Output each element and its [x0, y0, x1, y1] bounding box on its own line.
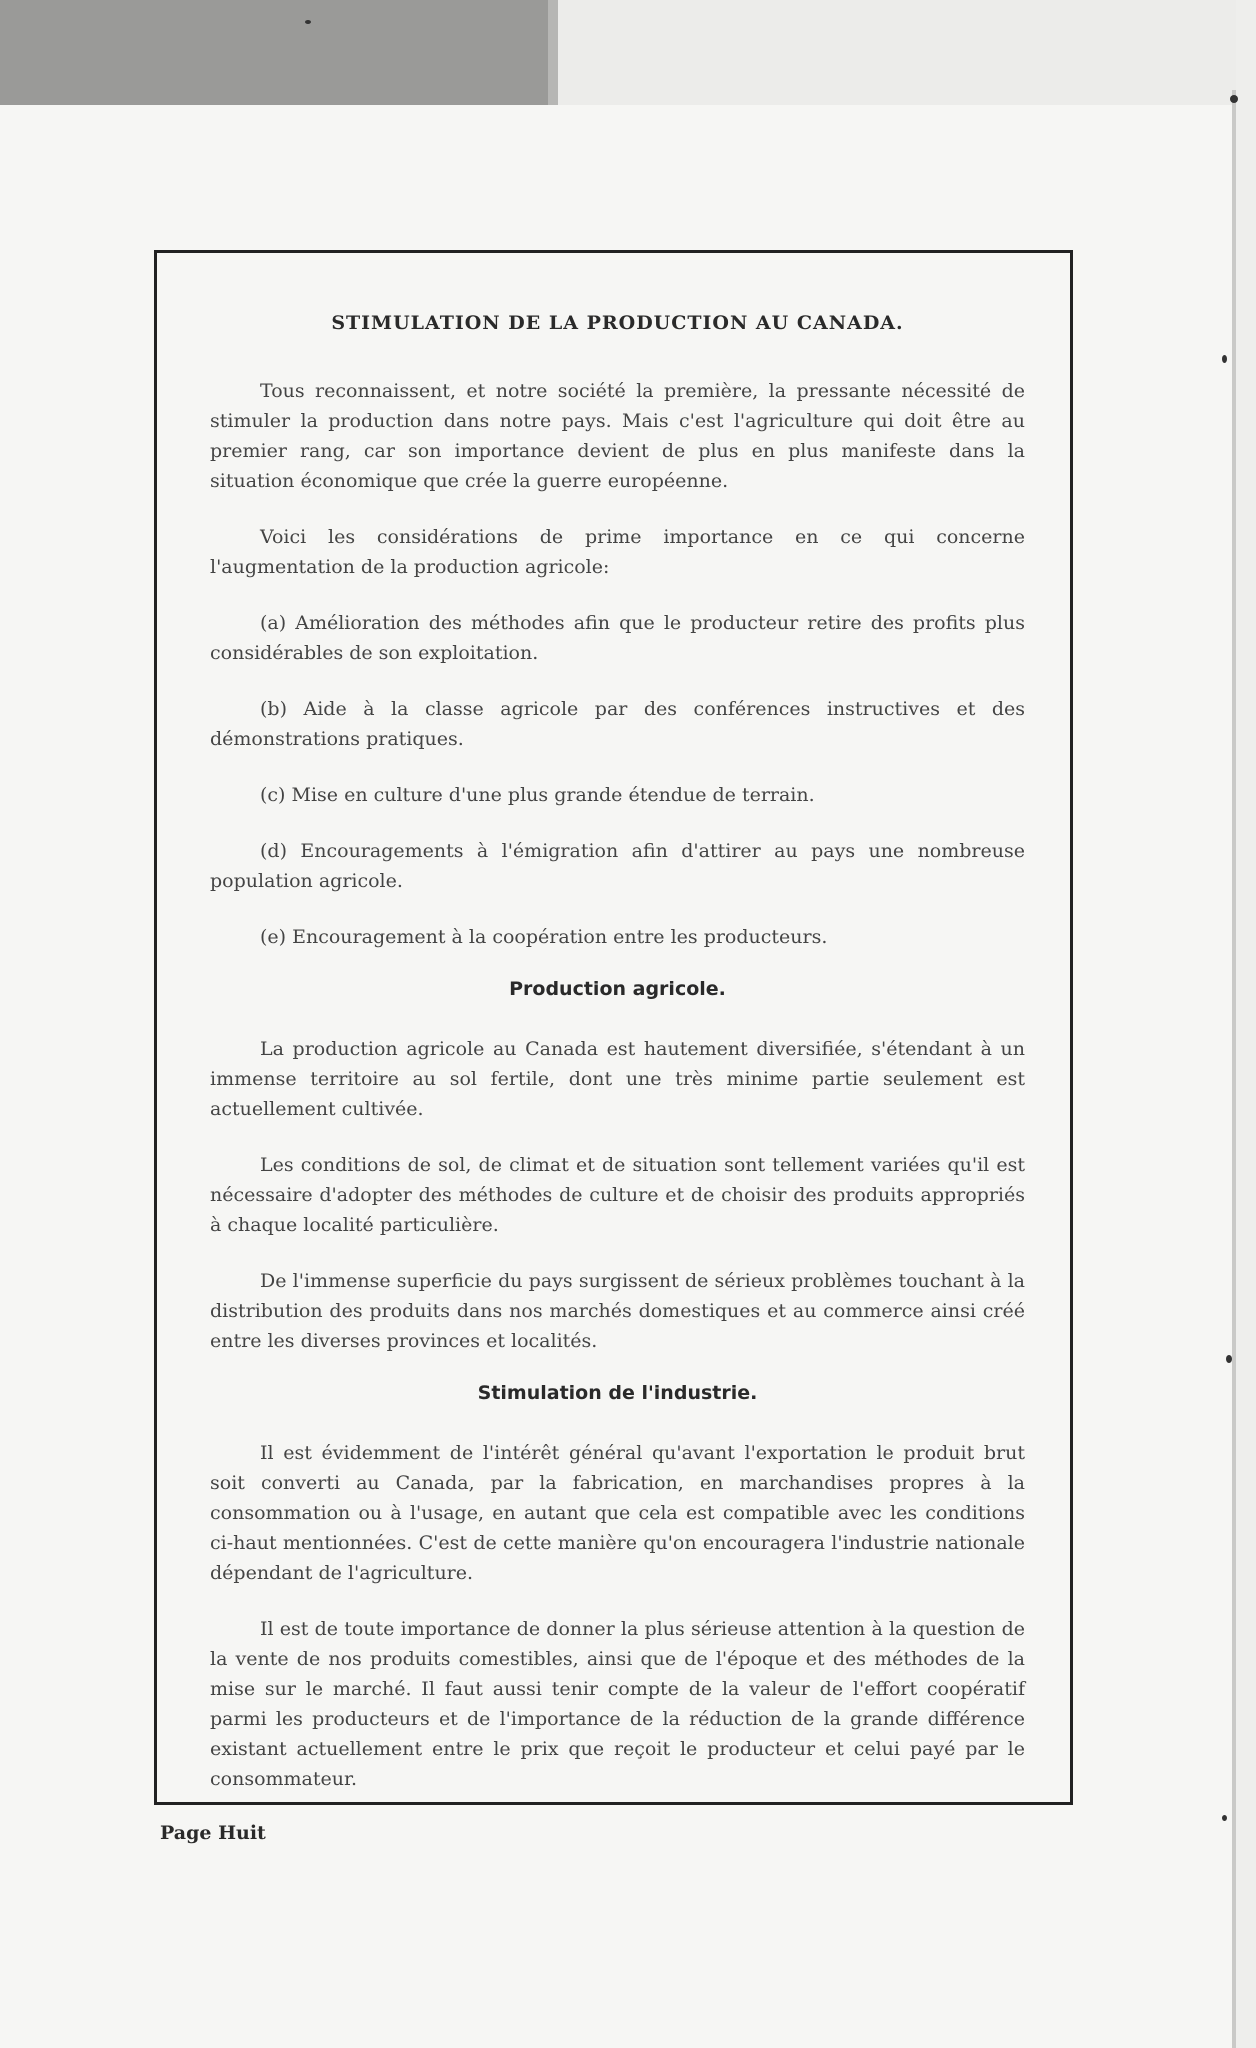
list-item-e: (e) Encouragement à la coopération entre les producteurs.	[260, 926, 828, 948]
right-edge-shadow	[1232, 90, 1236, 2048]
list-item-a: (a) Amélioration des méthodes afin que le producteur retire des profits plus considérables de son exploitation.	[210, 612, 1025, 664]
page-fold-shadow	[548, 0, 558, 105]
document-body	[210, 312, 1025, 1820]
paragraph: Il est évidemment de l'intérêt général qu'avant l'exportation le produit brut soit converti au Canada, par la fabrication, en marchandises propres à la consommation ou à l'usage, en autant que cela est compatible avec les conditions ci-haut mentionnées. C'est de cette manière qu'on encouragera l'industrie nationale dépendant de l'agriculture.	[210, 1442, 1025, 1584]
page-title: STIMULATION DE LA PRODUCTION AU CANADA.	[331, 312, 904, 334]
section-heading-industry: Stimulation de l'industrie.	[477, 1382, 758, 1404]
list-item-b: (b) Aide à la classe agricole par des conférences instructives et des démonstrations pratiques.	[210, 698, 1025, 750]
scan-speck	[1222, 1815, 1227, 1821]
next-page-edge	[548, 0, 1256, 105]
scan-speck	[1222, 355, 1227, 363]
scan-speck	[305, 20, 311, 24]
paragraph: La production agricole au Canada est hautement diversifiée, s'étendant à un immense territoire au sol fertile, dont une très minime partie seulement est actuellement cultivée.	[210, 1038, 1025, 1120]
page-number-label: Page Huit	[160, 1822, 266, 1844]
paragraph: Les conditions de sol, de climat et de situation sont tellement variées qu'il est nécessaire d'adopter des méthodes de culture et de choisir des produits appropriés à chaque localité particulière.	[210, 1154, 1025, 1236]
right-page-edge	[1236, 0, 1256, 2048]
scan-speck	[1230, 95, 1238, 103]
list-item-d: (d) Encouragements à l'émigration afin d'attirer au pays une nombreuse population agricole.	[210, 840, 1025, 892]
paragraph: Il est de toute importance de donner la plus sérieuse attention à la question de la vente de nos produits comestibles, ainsi que de l'époque et des méthodes de la mise sur le marché. Il faut aussi tenir compte de la valeur de l'effort coopératif parmi les producteurs et de l'importance de la réduction de la grande différence existant actuellement entre le prix que reçoit le producteur et celui payé par le consommateur.	[210, 1618, 1025, 1790]
paragraph: De l'immense superficie du pays surgissent de sérieux problèmes touchant à la distribution des produits dans nos marchés domestiques et au commerce ainsi créé entre les diverses provinces et localités.	[210, 1270, 1025, 1352]
paragraph: Voici les considérations de prime importance en ce qui concerne l'augmentation de la production agricole:	[210, 526, 1025, 578]
scan-speck	[1226, 1355, 1232, 1363]
paragraph: Tous reconnaissent, et notre société la première, la pressante nécessité de stimuler la production dans notre pays. Mais c'est l'agriculture qui doit être au premier rang, car son importance devient de plus en plus manifeste dans la situation économique que crée la guerre européenne.	[210, 380, 1025, 492]
section-heading-production: Production agricole.	[509, 978, 726, 1000]
list-item-c: (c) Mise en culture d'une plus grande étendue de terrain.	[260, 784, 815, 806]
